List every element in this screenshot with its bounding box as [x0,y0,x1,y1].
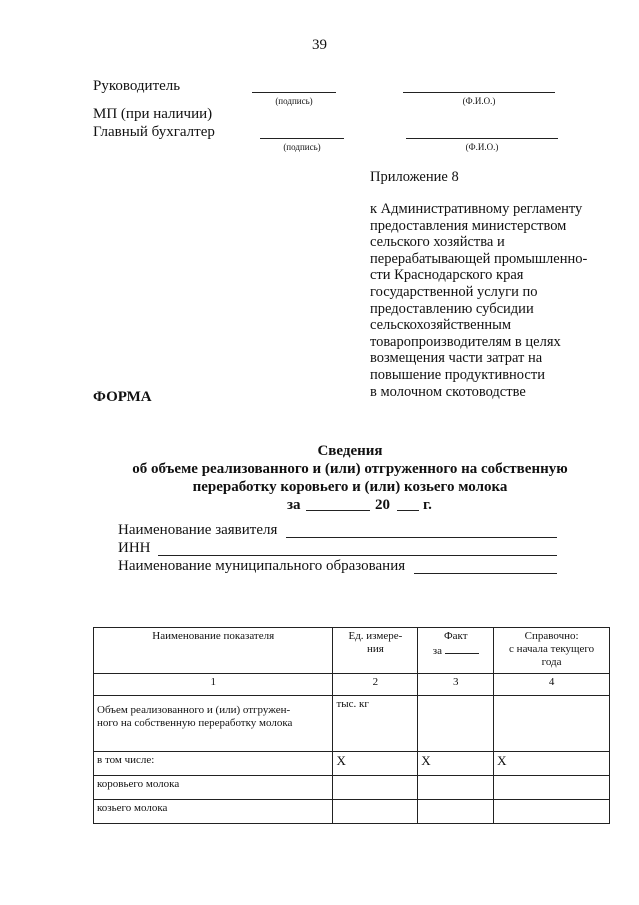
row-fact-cell[interactable] [418,776,494,800]
column-number: 2 [333,674,418,696]
header-indicator: Наименование показателя [94,628,333,674]
head-label: Руководитель [93,78,181,94]
appendix-title: Приложение 8 [370,169,459,185]
appendix-line: сти Краснодарского края [370,267,524,284]
header-fact: Факт за [418,628,494,674]
row-reference-cell[interactable] [494,696,610,752]
appendix-line: в молочном скотоводстве [370,383,526,400]
inn-label: ИНН [118,540,151,556]
row-indicator: коровьего молока [94,776,333,800]
row-unit: тыс. кг [333,696,418,752]
heading-line2: переработку коровьего и (или) козьего молока [192,479,508,495]
head-signature-caption: (подпись) [275,96,313,106]
table-row [94,696,610,752]
head-name-line [403,92,555,93]
accountant-name-caption: (Ф.И.О.) [465,142,499,152]
accountant-name-line [406,138,558,139]
appendix-line: товаропроизводителям в целях [370,333,561,350]
row-unit: X [333,752,418,776]
table-row [94,776,610,800]
table-number-row [94,674,610,696]
row-fact-cell[interactable] [418,800,494,824]
appendix-line: возмещения части затрат на [370,350,543,367]
appendix-line: сельского хозяйства и [370,234,505,251]
period-blank [306,510,370,511]
appendix-text [370,201,610,400]
column-number: 1 [94,674,333,696]
form-label: ФОРМА [93,389,152,405]
row-reference-cell: X [494,752,610,776]
head-signature-line [252,92,336,93]
header-unit: Ед. измере- ния [333,628,418,674]
appendix-line: к Административному регламенту [370,201,583,217]
row-reference-cell[interactable] [494,800,610,824]
row-unit[interactable] [333,800,418,824]
appendix-line: перерабатывающей промышленно- [370,250,588,267]
heading-title: Сведения [317,443,383,459]
municipality-input-line[interactable] [414,573,557,574]
row-indicator: козьего молока [94,800,333,824]
column-number: 4 [494,674,610,696]
row-reference-cell[interactable] [494,776,610,800]
municipality-label: Наименование муниципального образования [118,558,406,574]
appendix-line: сельскохозяйственным [370,317,512,334]
data-table [93,627,610,824]
row-fact-cell[interactable] [418,696,494,752]
table-row [94,752,610,776]
accountant-signature-line [260,138,344,139]
page-number: 39 [312,37,327,53]
table-header-row [94,628,610,674]
row-fact-cell: X [418,752,494,776]
column-number: 3 [418,674,494,696]
table-row [94,800,610,824]
accountant-label: Главный бухгалтер [93,124,215,140]
row-unit[interactable] [333,776,418,800]
year-blank [397,510,419,511]
applicant-label: Наименование заявителя [118,522,278,538]
appendix-line: государственной услуги по [370,283,538,300]
accountant-signature-caption: (подпись) [283,142,321,152]
row-indicator: Объем реализованного и (или) отгружен- ного на собственную переработку молока [94,696,333,752]
appendix-line: повышение продуктивности [370,366,545,383]
heading-period-suffix: г. [423,497,432,513]
heading-line1: об объеме реализованного и (или) отгруженного на собственную [132,461,568,477]
head-name-caption: (Ф.И.О.) [462,96,496,106]
applicant-input-line[interactable] [286,537,557,538]
fact-period-blank [445,643,479,654]
stamp-label: МП (при наличии) [93,106,213,122]
row-indicator: в том числе: [94,752,333,776]
heading-period-year: 20 [375,497,390,513]
appendix-line: предоставления министерством [370,217,567,234]
inn-input-line[interactable] [158,555,557,556]
appendix-line: предоставлению субсидии [370,300,534,317]
header-reference: Справочно: с начала текущего года [494,628,610,674]
heading-period-prefix: за [287,497,301,513]
